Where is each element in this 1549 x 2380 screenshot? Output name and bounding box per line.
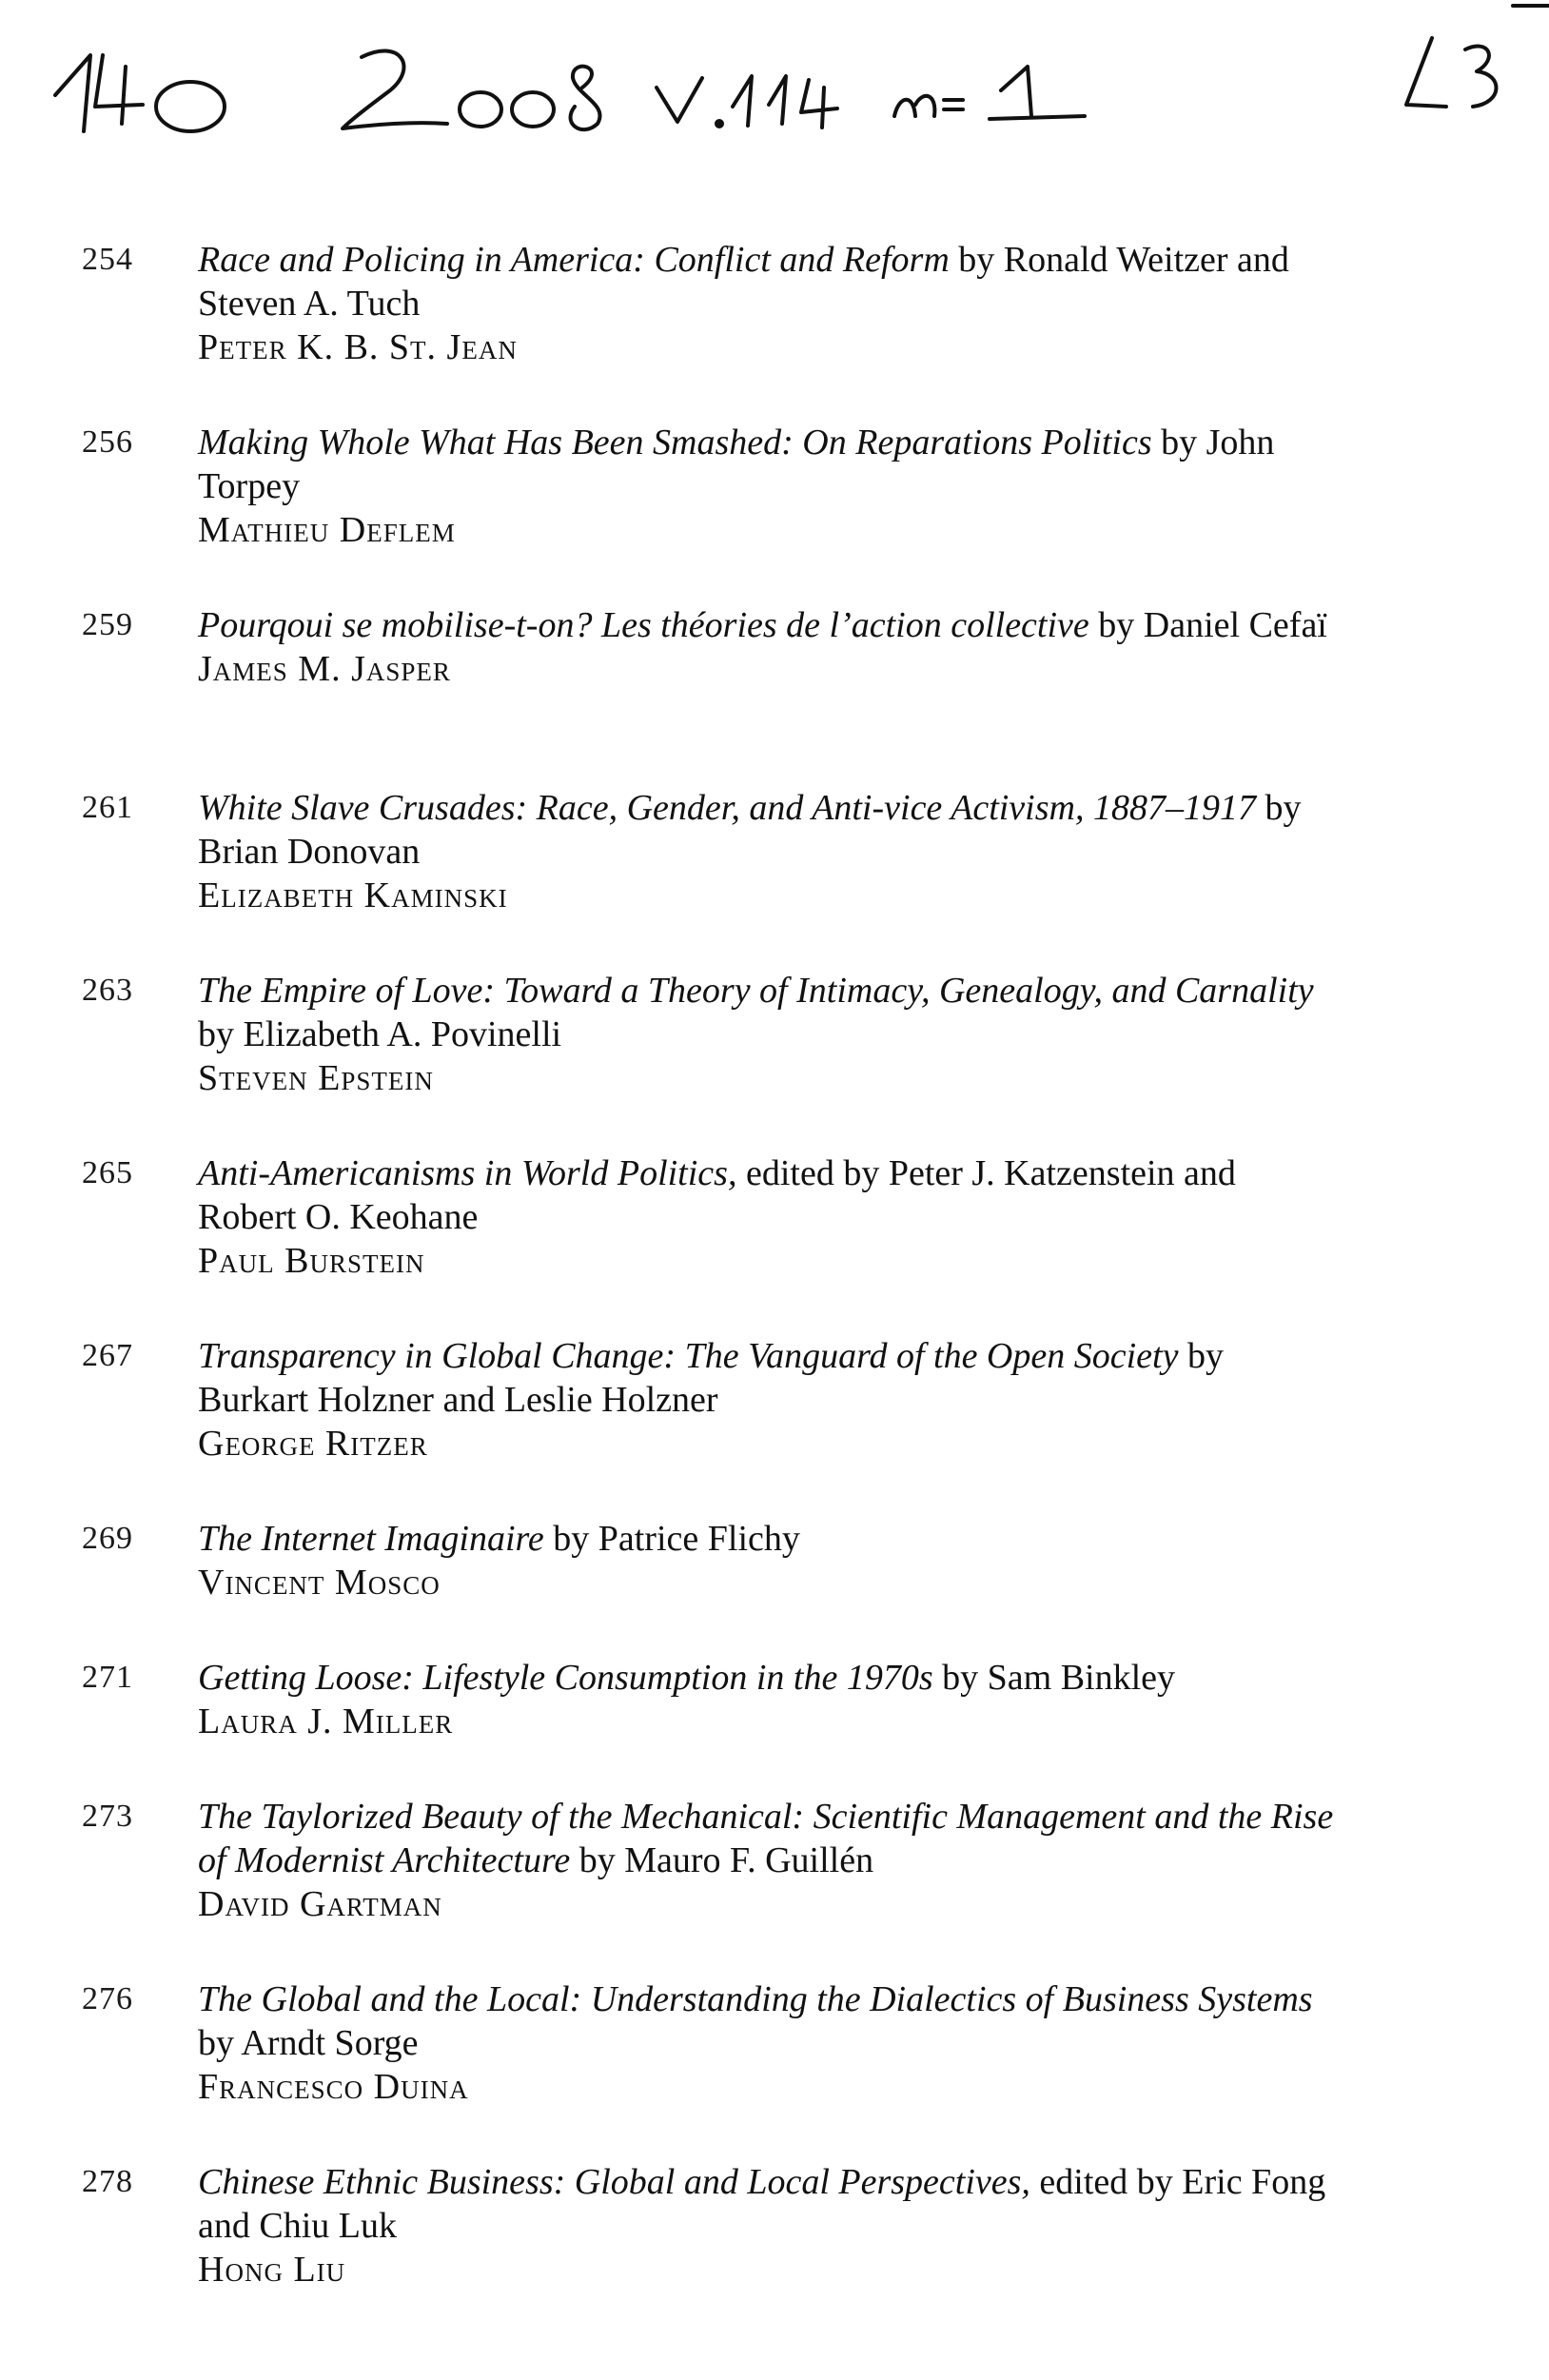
reviewer-name: George Ritzer bbox=[198, 1424, 428, 1464]
book-citation bbox=[198, 786, 1340, 874]
book-citation bbox=[198, 1517, 1340, 1561]
reviewer-name: Vincent Mosco bbox=[198, 1563, 441, 1603]
book-citation bbox=[198, 1656, 1340, 1700]
book-title: Pourqoui se mobilise-t-on? Les théories de l’action collective bbox=[198, 605, 1089, 645]
book-citation bbox=[198, 1151, 1340, 1239]
reviewer-name: Elizabeth Kaminski bbox=[198, 875, 508, 915]
book-citation bbox=[198, 603, 1340, 647]
page-number: 269 bbox=[82, 1521, 133, 1556]
book-title: Race and Policing in America: Conflict and Reform bbox=[198, 240, 950, 280]
book-citation bbox=[198, 421, 1340, 508]
handwritten-annotation bbox=[0, 0, 1549, 162]
book-citation bbox=[198, 1334, 1340, 1422]
book-author: by Burkart Holzner and Leslie Holzner bbox=[198, 1336, 1224, 1420]
page-number: 278 bbox=[82, 2164, 133, 2199]
reviewer-name: Francesco Duina bbox=[198, 2067, 469, 2107]
book-title: Anti-Americanisms in World Politics, bbox=[198, 1153, 737, 1193]
book-author: by Patrice Flichy bbox=[543, 1519, 800, 1559]
book-title: Chinese Ethnic Business: Global and Local Perspectives, bbox=[198, 2162, 1030, 2202]
book-author: by Arndt Sorge bbox=[198, 2023, 419, 2063]
book-author: by Ronald Weitzer and Steven A. Tuch bbox=[198, 240, 1289, 324]
book-author: by Brian Donovan bbox=[198, 788, 1302, 872]
page-number: 254 bbox=[82, 242, 133, 277]
book-author: edited by Peter J. Katzenstein and Robert O. Keohane bbox=[198, 1153, 1236, 1237]
book-title: The Empire of Love: Toward a Theory of Intimacy, Genealogy, and Carnality bbox=[198, 971, 1314, 1011]
reviewer-name: Paul Burstein bbox=[198, 1241, 425, 1281]
page-number: 273 bbox=[82, 1799, 133, 1834]
book-author: by John Torpey bbox=[198, 423, 1275, 506]
book-author: by Daniel Cefaï bbox=[1088, 605, 1327, 645]
page-number: 267 bbox=[82, 1338, 133, 1373]
book-title: Getting Loose: Lifestyle Consumption in the 1970s bbox=[198, 1658, 933, 1698]
book-citation bbox=[198, 969, 1340, 1056]
page-number: 256 bbox=[82, 424, 133, 460]
book-author: by Elizabeth A. Povinelli bbox=[198, 1014, 562, 1054]
reviewer-name: Mathieu Deflem bbox=[198, 510, 456, 550]
book-author: edited by Eric Fong and Chiu Luk bbox=[198, 2162, 1326, 2246]
handwriting-drawing bbox=[0, 0, 1549, 162]
reviewer-name: Hong Liu bbox=[198, 2250, 346, 2290]
reviewer-name: James M. Jasper bbox=[198, 649, 451, 689]
book-title: White Slave Crusades: Race, Gender, and Anti-vice Activism, 1887–1917 bbox=[198, 788, 1256, 828]
book-author: by Mauro F. Guillén bbox=[570, 1840, 874, 1880]
page-number: 265 bbox=[82, 1155, 133, 1190]
book-title: The Taylorized Beauty of the Mechanical: Scientific Management and the Rise of Modernist Architecture bbox=[198, 1797, 1334, 1880]
reviewer-name: Steven Epstein bbox=[198, 1058, 434, 1098]
book-citation bbox=[198, 2160, 1340, 2248]
page-number: 271 bbox=[82, 1660, 133, 1695]
book-title: The Internet Imaginaire bbox=[198, 1519, 544, 1559]
book-citation bbox=[198, 1795, 1340, 1882]
page-number: 276 bbox=[82, 1981, 133, 2016]
page-number: 259 bbox=[82, 607, 133, 642]
reviewer-name: David Gartman bbox=[198, 1884, 442, 1924]
book-title: The Global and the Local: Understanding the Dialectics of Business Systems bbox=[198, 1979, 1313, 2019]
reviewer-name: Laura J. Miller bbox=[198, 1701, 454, 1741]
reviewer-name: Peter K. B. St. Jean bbox=[198, 327, 518, 367]
book-title: Making Whole What Has Been Smashed: On Reparations Politics bbox=[198, 423, 1152, 462]
book-citation bbox=[198, 238, 1340, 325]
book-citation bbox=[198, 1977, 1340, 2065]
book-title: Transparency in Global Change: The Vanguard of the Open Society bbox=[198, 1336, 1179, 1376]
page-number: 263 bbox=[82, 973, 133, 1008]
page-number: 261 bbox=[82, 790, 133, 825]
book-author: by Sam Binkley bbox=[932, 1658, 1176, 1698]
